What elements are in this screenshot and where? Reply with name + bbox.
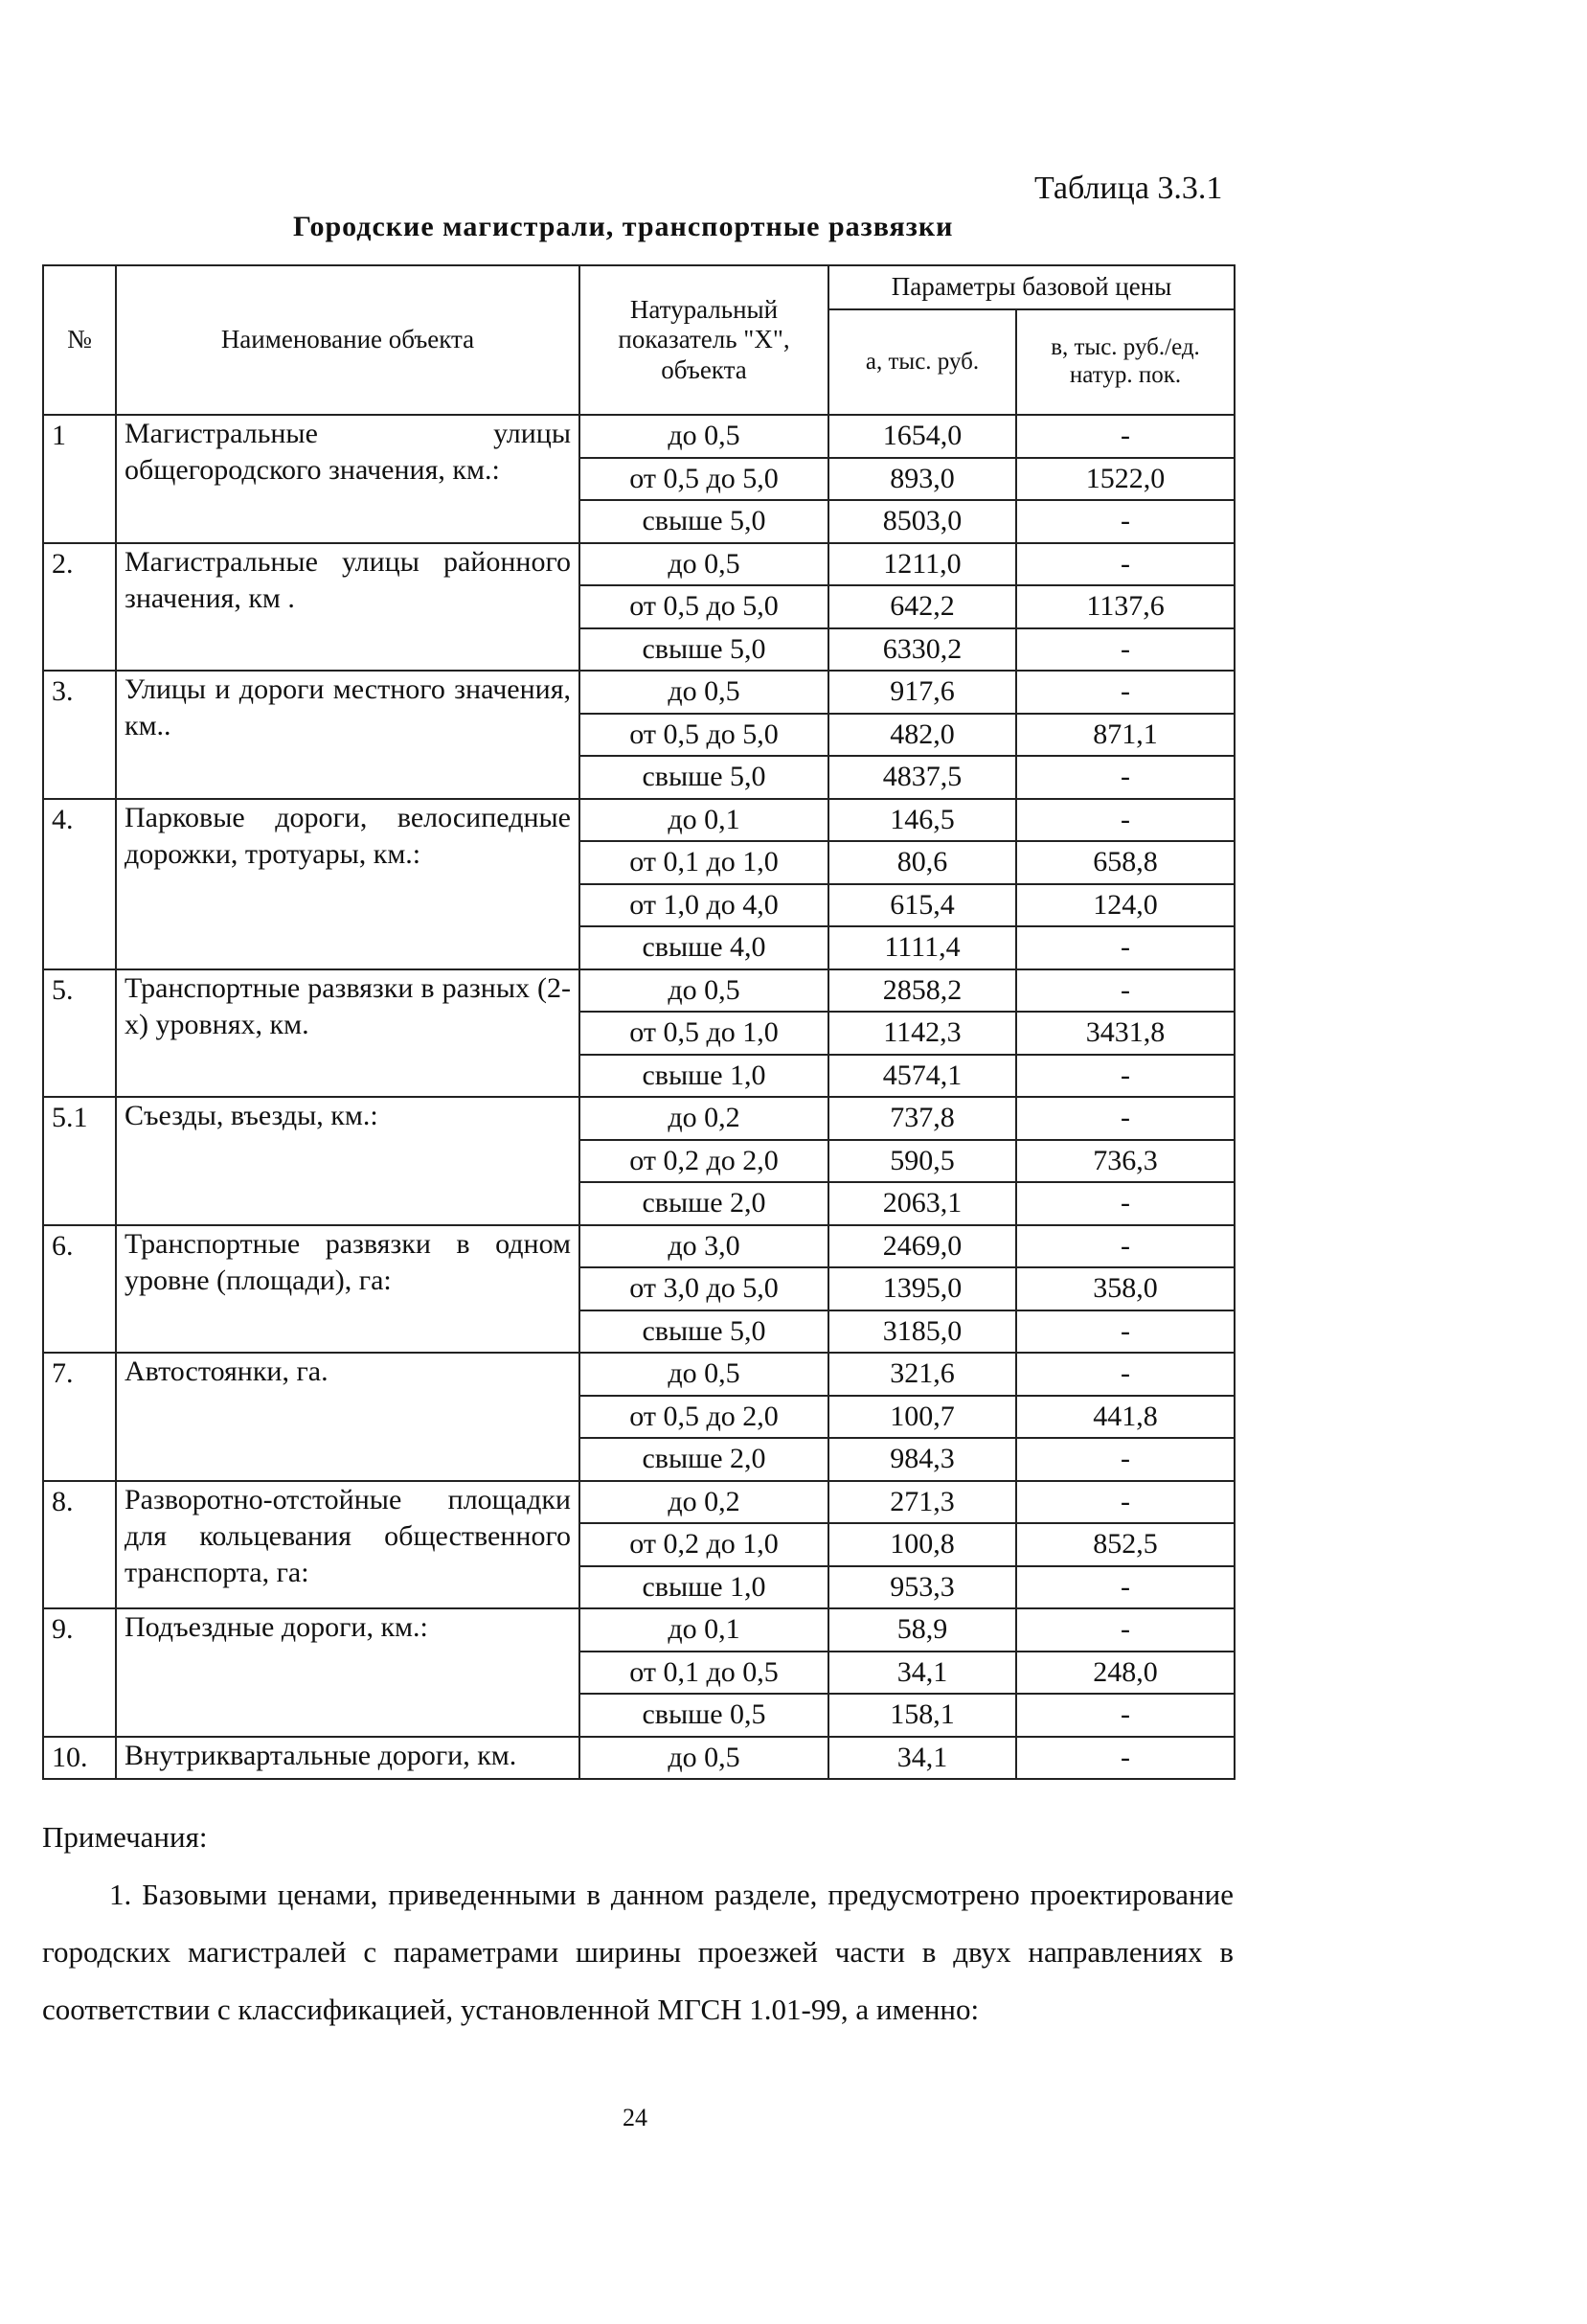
price-a: 2063,1 <box>828 1182 1016 1225</box>
price-a: 984,3 <box>828 1438 1016 1481</box>
price-a: 1654,0 <box>828 415 1016 458</box>
object-name: Съезды, въезды, км.: <box>116 1097 579 1225</box>
row-number: 5.1 <box>43 1097 116 1225</box>
price-b: 852,5 <box>1016 1523 1235 1566</box>
object-name: Разворотно-отстойные площадки для кольцевания общественного транспорта, га: <box>116 1481 579 1609</box>
price-b: - <box>1016 1182 1235 1225</box>
indicator-value: от 0,1 до 0,5 <box>579 1652 828 1695</box>
indicator-value: свыше 0,5 <box>579 1694 828 1737</box>
price-a: 100,8 <box>828 1523 1016 1566</box>
header-b: в, тыс. руб./ед. натур. пок. <box>1016 309 1235 415</box>
table-group <box>43 1737 1235 1780</box>
price-b: 248,0 <box>1016 1652 1235 1695</box>
price-b: - <box>1016 969 1235 1013</box>
price-a: 893,0 <box>828 458 1016 501</box>
price-a: 80,6 <box>828 841 1016 884</box>
price-b: - <box>1016 1055 1235 1098</box>
price-b: 736,3 <box>1016 1140 1235 1183</box>
object-name: Магистральные улицы районного значения, км . <box>116 543 579 672</box>
table-row <box>43 1225 1235 1268</box>
object-name: Улицы и дороги местного значения, км.. <box>116 671 579 799</box>
price-b: - <box>1016 926 1235 969</box>
price-a: 1142,3 <box>828 1012 1016 1055</box>
price-a: 642,2 <box>828 585 1016 628</box>
row-number: 7. <box>43 1353 116 1481</box>
table-row <box>43 671 1235 714</box>
row-number: 10. <box>43 1737 116 1780</box>
price-a: 917,6 <box>828 671 1016 714</box>
price-a: 321,6 <box>828 1353 1016 1396</box>
price-b: - <box>1016 799 1235 842</box>
table-row <box>43 1097 1235 1140</box>
table-caption: Таблица 3.3.1 <box>1034 171 1223 206</box>
table-row <box>43 799 1235 842</box>
indicator-value: от 0,5 до 5,0 <box>579 585 828 628</box>
row-number: 5. <box>43 969 116 1098</box>
price-a: 615,4 <box>828 884 1016 927</box>
indicator-value: до 0,2 <box>579 1097 828 1140</box>
row-number: 4. <box>43 799 116 969</box>
price-b: 658,8 <box>1016 841 1235 884</box>
table-group <box>43 415 1235 543</box>
table-group <box>43 1353 1235 1481</box>
row-number: 8. <box>43 1481 116 1609</box>
price-a: 3185,0 <box>828 1310 1016 1354</box>
price-b: 441,8 <box>1016 1396 1235 1439</box>
indicator-value: от 0,5 до 2,0 <box>579 1396 828 1439</box>
indicator-value: до 0,5 <box>579 415 828 458</box>
price-b: 358,0 <box>1016 1267 1235 1310</box>
indicator-value: свыше 1,0 <box>579 1055 828 1098</box>
table-row <box>43 1481 1235 1524</box>
row-number: 1 <box>43 415 116 543</box>
indicator-value: свыше 2,0 <box>579 1182 828 1225</box>
price-b: - <box>1016 1481 1235 1524</box>
price-b: - <box>1016 1310 1235 1354</box>
indicator-value: свыше 5,0 <box>579 628 828 672</box>
header-indicator: Натуральный показатель "X", объекта <box>579 265 828 415</box>
indicator-value: до 0,2 <box>579 1481 828 1524</box>
price-a: 100,7 <box>828 1396 1016 1439</box>
indicator-value: свыше 5,0 <box>579 500 828 543</box>
indicator-value: от 0,5 до 1,0 <box>579 1012 828 1055</box>
indicator-value: от 3,0 до 5,0 <box>579 1267 828 1310</box>
price-table <box>42 264 1236 1780</box>
indicator-value: до 0,5 <box>579 969 828 1013</box>
table-row <box>43 1353 1235 1396</box>
indicator-value: до 0,5 <box>579 671 828 714</box>
indicator-value: свыше 1,0 <box>579 1566 828 1609</box>
header-a: а, тыс. руб. <box>828 309 1016 415</box>
indicator-value: до 0,5 <box>579 1353 828 1396</box>
indicator-value: от 0,5 до 5,0 <box>579 714 828 757</box>
indicator-value: от 1,0 до 4,0 <box>579 884 828 927</box>
table-group <box>43 543 1235 672</box>
price-b: 3431,8 <box>1016 1012 1235 1055</box>
row-number: 2. <box>43 543 116 672</box>
header-name: Наименование объекта <box>116 265 579 415</box>
price-a: 2469,0 <box>828 1225 1016 1268</box>
table-group <box>43 969 1235 1098</box>
price-b: - <box>1016 1608 1235 1652</box>
price-a: 1211,0 <box>828 543 1016 586</box>
table-row <box>43 543 1235 586</box>
notes-heading: Примечания: <box>42 1820 208 1854</box>
price-a: 4837,5 <box>828 756 1016 799</box>
notes <box>42 1809 1234 2039</box>
object-name: Транспортные развязки в одном уровне (площади), га: <box>116 1225 579 1354</box>
price-a: 1111,4 <box>828 926 1016 969</box>
price-b: - <box>1016 756 1235 799</box>
price-a: 58,9 <box>828 1608 1016 1652</box>
price-a: 34,1 <box>828 1652 1016 1695</box>
price-b: - <box>1016 1097 1235 1140</box>
indicator-value: от 0,2 до 1,0 <box>579 1523 828 1566</box>
indicator-value: до 0,5 <box>579 1737 828 1780</box>
table-row <box>43 1737 1235 1780</box>
table-row <box>43 1608 1235 1652</box>
price-b: - <box>1016 1737 1235 1780</box>
page-number: 24 <box>623 2104 647 2131</box>
price-b: 1522,0 <box>1016 458 1235 501</box>
price-a: 6330,2 <box>828 628 1016 672</box>
object-name: Магистральные улицы общегородского значения, км.: <box>116 415 579 543</box>
price-b: 871,1 <box>1016 714 1235 757</box>
indicator-value: свыше 4,0 <box>579 926 828 969</box>
price-a: 34,1 <box>828 1737 1016 1780</box>
price-b: - <box>1016 671 1235 714</box>
price-a: 2858,2 <box>828 969 1016 1013</box>
indicator-value: до 0,1 <box>579 799 828 842</box>
price-a: 158,1 <box>828 1694 1016 1737</box>
header-no: № <box>43 265 116 415</box>
price-b: 124,0 <box>1016 884 1235 927</box>
row-number: 9. <box>43 1608 116 1737</box>
price-b: - <box>1016 543 1235 586</box>
row-number: 3. <box>43 671 116 799</box>
price-a: 146,5 <box>828 799 1016 842</box>
price-a: 4574,1 <box>828 1055 1016 1098</box>
table-group <box>43 671 1235 799</box>
price-a: 8503,0 <box>828 500 1016 543</box>
table-group <box>43 799 1235 969</box>
table-row <box>43 969 1235 1013</box>
object-name: Транспортные развязки в разных (2-х) уровнях, км. <box>116 969 579 1098</box>
price-b: - <box>1016 1353 1235 1396</box>
table-row <box>43 415 1235 458</box>
price-a: 1395,0 <box>828 1267 1016 1310</box>
price-a: 953,3 <box>828 1566 1016 1609</box>
table-group <box>43 1225 1235 1354</box>
table-group <box>43 1097 1235 1225</box>
object-name: Парковые дороги, велосипедные дорожки, тротуары, км.: <box>116 799 579 969</box>
price-b: - <box>1016 1694 1235 1737</box>
object-name: Внутриквартальные дороги, км. <box>116 1737 579 1780</box>
price-b: - <box>1016 1566 1235 1609</box>
price-b: - <box>1016 500 1235 543</box>
indicator-value: от 0,1 до 1,0 <box>579 841 828 884</box>
table-group <box>43 1481 1235 1609</box>
table-title: Городские магистрали, транспортные развязки <box>293 211 954 242</box>
price-b: 1137,6 <box>1016 585 1235 628</box>
price-b: - <box>1016 415 1235 458</box>
object-name: Автостоянки, га. <box>116 1353 579 1481</box>
price-b: - <box>1016 1438 1235 1481</box>
object-name: Подъездные дороги, км.: <box>116 1608 579 1737</box>
indicator-value: от 0,2 до 2,0 <box>579 1140 828 1183</box>
price-b: - <box>1016 628 1235 672</box>
note-item-1: 1. Базовыми ценами, приведенными в данном разделе, предусмотрено проектирование городских магистралей с параметрами ширины проезжей части в двух направлениях в соответствии с классификацией, установленной МГСН 1.01-99, а именно: <box>42 1878 1234 2026</box>
header-params: Параметры базовой цены <box>828 265 1235 309</box>
indicator-value: до 0,1 <box>579 1608 828 1652</box>
indicator-value: от 0,5 до 5,0 <box>579 458 828 501</box>
price-a: 737,8 <box>828 1097 1016 1140</box>
indicator-value: до 0,5 <box>579 543 828 586</box>
price-a: 590,5 <box>828 1140 1016 1183</box>
price-b: - <box>1016 1225 1235 1268</box>
row-number: 6. <box>43 1225 116 1354</box>
price-a: 271,3 <box>828 1481 1016 1524</box>
price-a: 482,0 <box>828 714 1016 757</box>
indicator-value: свыше 5,0 <box>579 756 828 799</box>
indicator-value: до 3,0 <box>579 1225 828 1268</box>
indicator-value: свыше 5,0 <box>579 1310 828 1354</box>
table-group <box>43 1608 1235 1737</box>
indicator-value: свыше 2,0 <box>579 1438 828 1481</box>
